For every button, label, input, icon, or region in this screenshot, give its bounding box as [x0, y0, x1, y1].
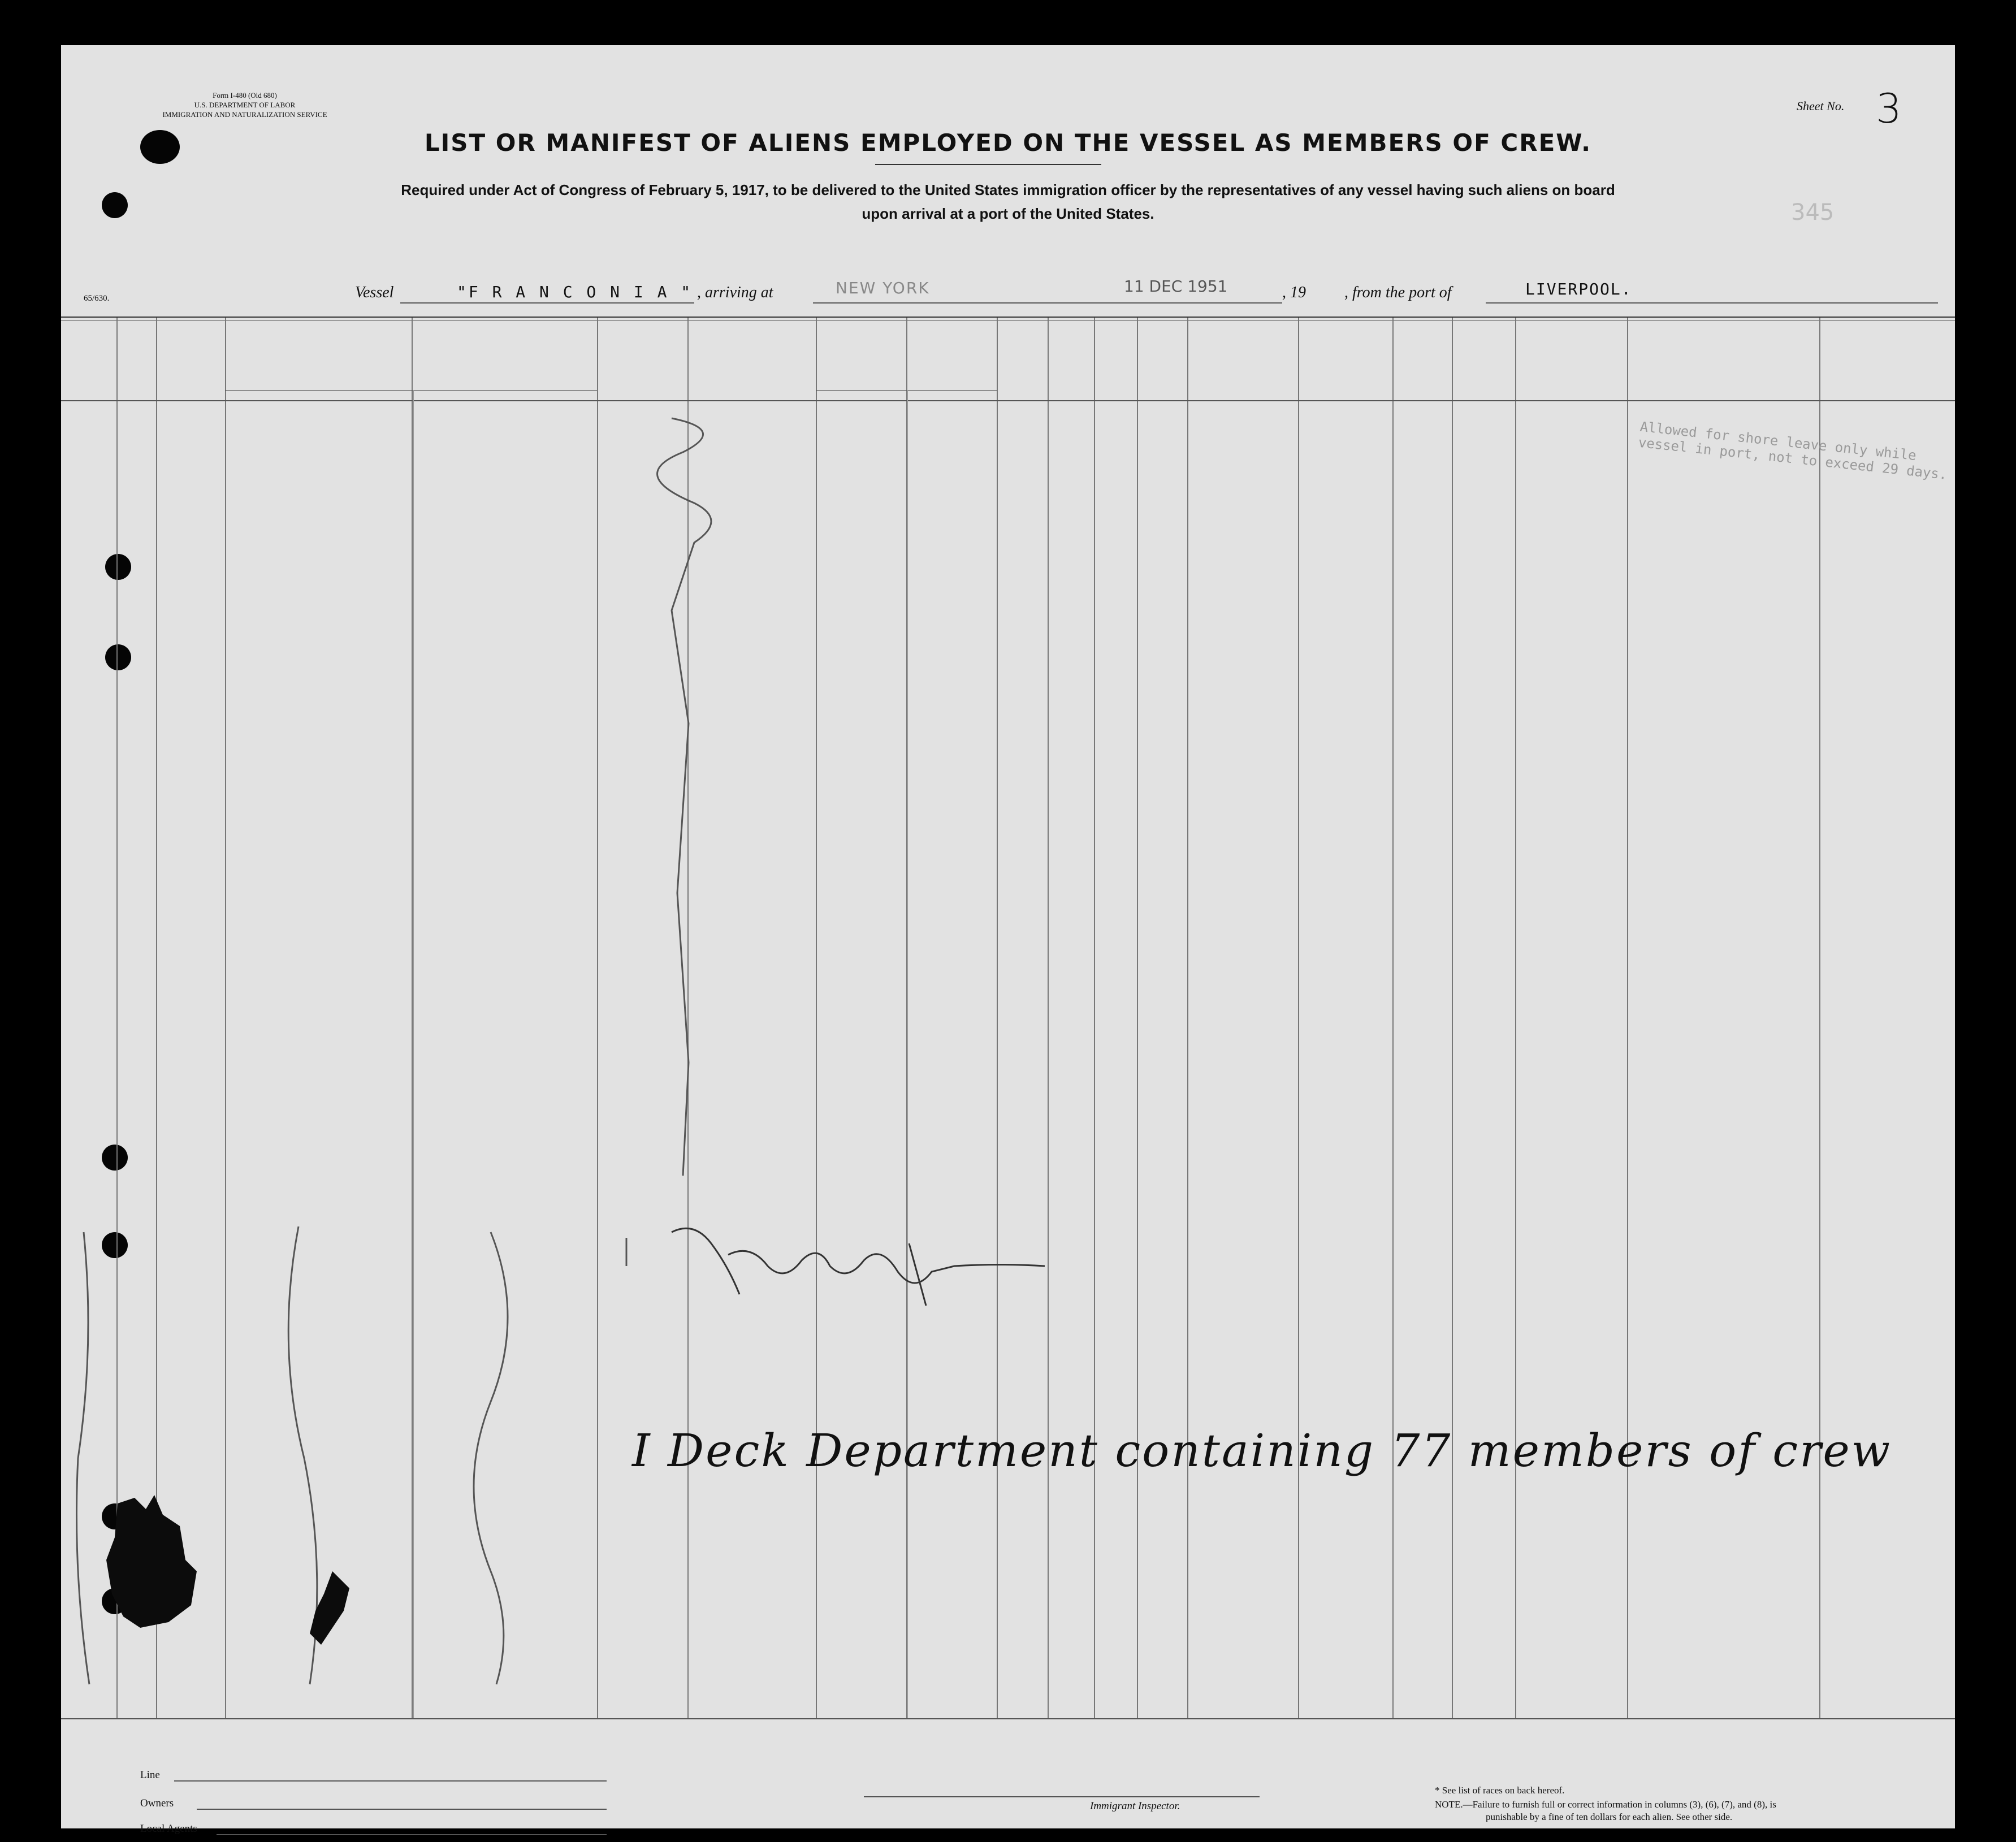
from-port: LIVERPOOL. [1525, 280, 1632, 298]
column-divider [687, 318, 689, 1718]
footer-owners-label: Owners [140, 1797, 174, 1809]
page-title: LIST OR MANIFEST OF ALIENS EMPLOYED ON THE VESSEL AS MEMBERS OF CREW. [424, 129, 1592, 157]
column-divider [597, 318, 598, 1718]
sheet-number: 3 [1876, 85, 1902, 132]
column-divider [997, 318, 998, 1718]
punch-hole [102, 192, 128, 218]
strike-through-lines [61, 45, 1955, 1828]
sheet-number-label: Sheet No. [1797, 99, 1845, 113]
arriving-label: , arriving at [697, 284, 773, 301]
form-identifier [152, 90, 338, 119]
form-number: Form I-480 (Old 680) [213, 91, 277, 99]
vessel-label: Vessel [355, 284, 394, 301]
vessel-underline [400, 302, 694, 304]
arrival-date: 11 DEC 1951 [1124, 277, 1228, 296]
punch-hole [105, 554, 131, 580]
column-divider [1048, 318, 1049, 1718]
column-divider [1094, 318, 1095, 1718]
title-underline [875, 164, 1101, 165]
arriving-port: NEW YORK [836, 279, 930, 297]
race-note: * See list of races on back hereof. [1435, 1785, 1565, 1796]
penalty-note-2: punishable by a fine of ten dollars for each alien. See other side. [1486, 1811, 1733, 1822]
column-divider [1627, 318, 1628, 1718]
punch-hole [102, 1232, 128, 1258]
inspector-signature [660, 1210, 1056, 1323]
service: IMMIGRATION AND NATURALIZATION SERVICE [162, 110, 327, 119]
year-label: , 19 [1282, 284, 1306, 301]
name-split-divider [413, 390, 414, 1718]
column-divider [1452, 318, 1453, 1718]
footer-agents-rule [217, 1834, 607, 1835]
torn-edge-damage [298, 1571, 366, 1650]
remarks-stamp: Allowed for shore leave only while vessel in port, not to exceed 29 days. [1637, 418, 1948, 483]
footer-line-label: Line [140, 1769, 160, 1781]
column-divider [1515, 318, 1516, 1718]
footer-owners-rule [197, 1809, 607, 1810]
punch-hole [102, 1145, 128, 1171]
subtitle-line1: Required under Act of Congress of February 5, 1917, to be delivered to the United States immigration officer by the representatives of any vessel having such aliens on board [401, 181, 1615, 198]
header-bottom-rule [61, 400, 1955, 401]
name-subheader-rule [225, 390, 597, 391]
department: U.S. DEPARTMENT OF LABOR [194, 101, 296, 109]
form-code: 65/630. [84, 294, 110, 303]
column-divider [816, 318, 817, 1718]
legal-subtitle [344, 178, 1672, 226]
inspector-label: Immigrant Inspector. [1090, 1800, 1180, 1812]
shipped-subheader-rule [816, 390, 997, 391]
inspector-signature-rule [864, 1796, 1260, 1797]
vessel-name: "F R A N C O N I A " [457, 283, 693, 301]
column-divider [1392, 318, 1394, 1718]
footer-agents-label: Local Agents [140, 1823, 197, 1835]
from-port-underline [1486, 302, 1938, 304]
column-divider [1137, 318, 1138, 1718]
shipped-split-divider [907, 390, 908, 1718]
table-bottom-rule [61, 1718, 1955, 1719]
penalty-note-1: NOTE.—Failure to furnish full or correct information in columns (3), (6), (7), and (8), is [1435, 1799, 1776, 1810]
punch-hole [105, 644, 131, 670]
manifest-sheet [61, 45, 1955, 1835]
handwritten-department-note: I Deck Department containing 77 members of crew [632, 1424, 1892, 1477]
torn-edge-damage [101, 1492, 265, 1639]
column-divider [1819, 318, 1820, 1718]
page-stamp: 345 [1791, 200, 1835, 226]
from-port-label: , from the port of [1344, 284, 1452, 301]
footer-line-rule [174, 1780, 607, 1782]
table-top-rule [61, 317, 1955, 318]
column-divider [1298, 318, 1299, 1718]
arriving-underline [813, 302, 1282, 304]
column-divider [1187, 318, 1188, 1718]
subtitle-line2: upon arrival at a port of the United States. [862, 205, 1154, 222]
